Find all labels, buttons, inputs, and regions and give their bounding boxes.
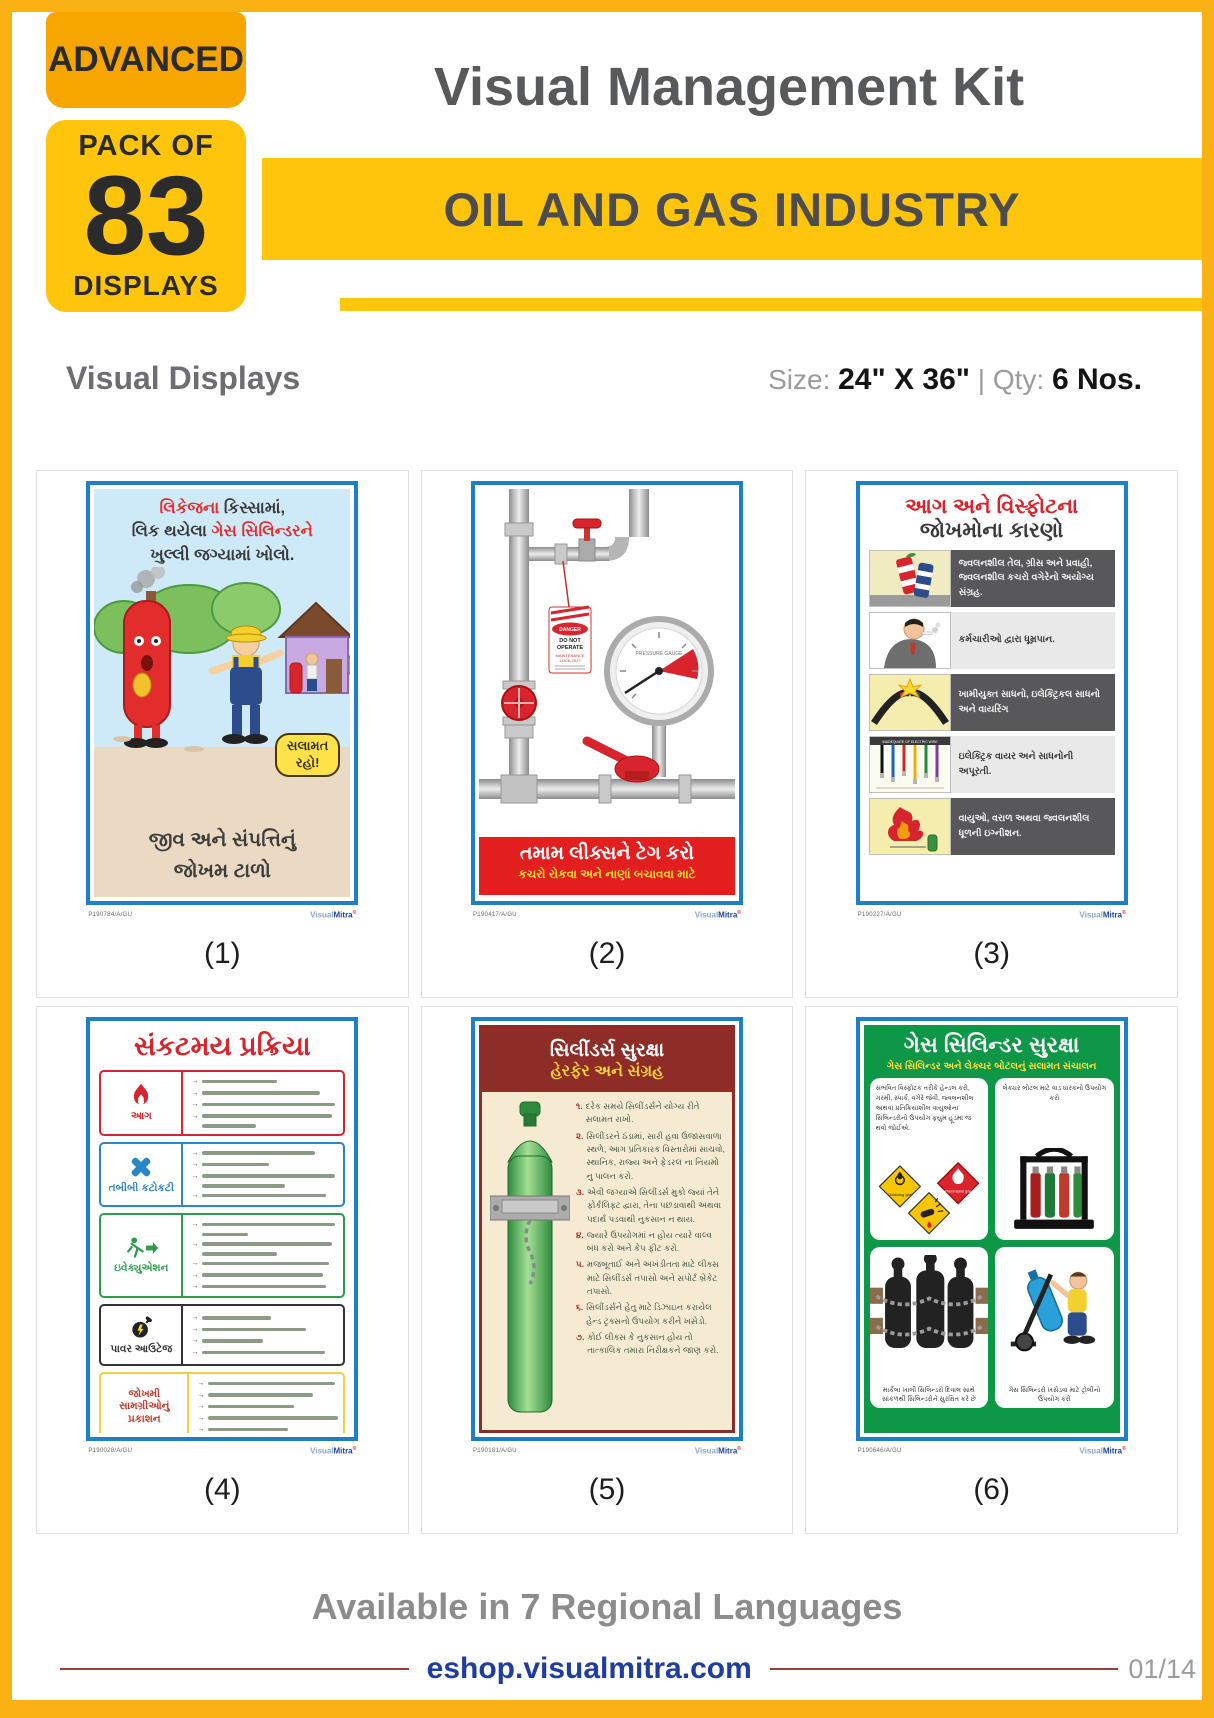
poster-4-sheet <box>86 1017 358 1459</box>
banner-line-1: તમામ લીક્સને ટેગ કરો <box>519 843 695 864</box>
drums-image <box>869 550 951 607</box>
svg-text:PRESSURE GAUGE: PRESSURE GAUGE <box>635 651 683 657</box>
pipes-illustration <box>479 489 735 833</box>
product-code: P190417/A/GU <box>472 912 517 918</box>
ghs-gas-cylinder-icon <box>908 1192 949 1233</box>
displays-header-row <box>66 360 1142 397</box>
faulty-wires-image <box>869 674 951 731</box>
chained-cylinders-panel <box>870 1247 989 1409</box>
poster-5-title: સિલીંડર્સ સુરક્ષા <box>549 1039 665 1061</box>
poster-3 <box>856 481 1128 905</box>
wheel-valve <box>502 681 536 725</box>
evacuation-section: ઇવેક્યુએશન → → → → → <box>99 1213 345 1298</box>
cause-text: કર્મચારીઓ દ્વારા ધૂમ્રપાન. <box>951 612 1115 669</box>
languages-note: Available in 7 Regional Languages <box>311 1586 903 1627</box>
footer-row <box>60 1652 1196 1686</box>
pack-count-badge <box>46 120 246 312</box>
cylinder-illustration <box>490 1100 570 1418</box>
medical-icon <box>128 1154 154 1180</box>
poster-3-caption: (3) <box>973 937 1010 970</box>
speech-bubble <box>275 733 340 777</box>
cause-row <box>869 612 1115 669</box>
advanced-badge: ADVANCED <box>46 12 246 108</box>
page-title: Visual Management Kit <box>433 57 1025 117</box>
poster-3-title-red: આગ અને વિસ્ફોટના <box>905 495 1079 518</box>
poster-1-caption: (1) <box>203 937 241 970</box>
poster-6-title: ગેસ સિલિન્ડર સુરક્ષા <box>903 1032 1080 1057</box>
svg-text:Flammable gas: Flammable gas <box>944 1188 972 1194</box>
headline-line-3: ખુલ્લી જગ્યામાં ખોલો. <box>150 545 295 564</box>
bubble-line-1: સલામત <box>286 738 329 754</box>
poster-6-sheet <box>856 1017 1128 1459</box>
poster-6 <box>856 1017 1128 1441</box>
poster-4-footer <box>86 1441 358 1459</box>
size-label: Size: <box>768 364 831 395</box>
panel-text: લેક્ચર બોટલ માટે વાડ ધારકનો ઉપયોગ કરો <box>1002 1085 1107 1102</box>
rule-item: ૭. કોઈ લીક્સ કે નુકસાન હોય તો તાત્કાલિક તમારા નિરીક્ષકને જાણ કરો. <box>575 1332 719 1356</box>
poster-grid <box>36 470 1178 1534</box>
poster-6-subtitle: ગેસ સિલિન્ડર અને લેક્ચર બોટલનું સલામત સંચાલન <box>886 1061 1097 1072</box>
banner-line-2: કચરો રોકવા અને નાણાં બચાવવા માટે <box>518 867 696 881</box>
lecture-bottle-panel <box>995 1078 1114 1240</box>
poster-5-caption: (5) <box>588 1473 626 1506</box>
cause-text: ઇલેક્ટ્રિક વાયર અને સાધનોની અપૂરતી. <box>951 736 1115 793</box>
power-outage-icon <box>128 1315 154 1341</box>
panel-text: સંભવિત વિસ્ફોટક તરીકે હેન્ડલ કરો, ગરમી, સ્પાર્ક, વગેરે જેવી, જ્વલનશીલ અથવા પ્રતિક્રિયાશીલ વાયુઓના સિલિન્ડરોનો ઉપયોગ ફ્યુમ હૂડમાં જ થવો જોઈએ. <box>875 1085 974 1132</box>
section-label: પાવર આઉટેજ <box>110 1342 173 1355</box>
safety-rules-list <box>576 1100 725 1361</box>
panel-caption: માર્કેલા ખાલી સિલિન્ડરો દિવાલ સાથે સાંકળથી સિલિન્ડરોને સુરક્ષિત કરે છે <box>882 1386 976 1403</box>
bubble-line-2: રહો! <box>295 755 320 771</box>
brand-logo: VisualMitra® <box>1079 1445 1126 1456</box>
industry-banner-substrip <box>340 298 1202 311</box>
poster-3-footer <box>856 905 1128 923</box>
headline-rest-1: કિસ્સામાં, <box>219 499 286 517</box>
section-label: તબીબી કટોકટી <box>108 1181 175 1194</box>
footer-rule-left <box>60 1668 409 1670</box>
electric-wires-image <box>869 736 951 793</box>
rule-item: ૧. દરેક સમયે સિલીંડર્સને યોગ્ય રીતે સલામત રાખો. <box>575 1101 700 1125</box>
poster-2-sheet <box>471 481 743 923</box>
poster-5-subtitle: હેરફેર અને સંગ્રહ <box>550 1062 664 1080</box>
brand-logo: VisualMitra® <box>694 1445 741 1456</box>
danger-tag <box>549 561 591 673</box>
display-cell-4 <box>36 1006 409 1534</box>
svg-text:INADEQUATE OF ELECTRIC WIRE: INADEQUATE OF ELECTRIC WIRE <box>882 740 938 744</box>
section-heading: Visual Displays <box>66 360 301 396</box>
rule-item: ૨. સિલીંડરને ઠંડામાં, સારી હવા ઉજાસવાળા સ્થળે, આગ પ્રતિકારક વિસ્તારોમાં સાચવો, સ્થાનિક, રાજ્ય અને ફેડરલ ના નિયમો નુ પાલન કરો. <box>575 1130 725 1181</box>
poster-1-slogan <box>94 825 350 887</box>
display-cell-6 <box>805 1006 1178 1534</box>
ghs-oxidizer-icon <box>879 1165 920 1206</box>
display-cell-2 <box>421 470 794 998</box>
qty-value: 6 Nos. <box>1051 363 1142 396</box>
smoking-man-image <box>869 612 951 669</box>
hazard-labels-panel <box>870 1078 989 1240</box>
divider: | <box>977 364 986 395</box>
poster-2-banner <box>479 837 735 895</box>
poster-1-sheet <box>86 481 358 923</box>
slogan-line-1: જીવ અને સંપત્તિનું <box>148 829 296 851</box>
brand-logo: VisualMitra® <box>1079 909 1126 920</box>
industry-banner: OIL AND GAS INDUSTRY <box>262 158 1202 260</box>
footer-site-link[interactable]: eshop.visualmitra.com <box>426 1652 752 1685</box>
cause-row <box>869 550 1115 607</box>
footer-rule-right <box>770 1668 1119 1670</box>
size-value: 24" X 36" <box>838 363 970 396</box>
qty-label: Qty: <box>992 364 1045 395</box>
trolley-panel <box>995 1247 1114 1409</box>
product-code: P190646/A/GU <box>857 1448 902 1454</box>
cause-rows <box>869 550 1115 855</box>
fire-section: આગ → → → → <box>99 1070 345 1136</box>
panel-caption: ગેસ સિલિન્ડરો ખસેડવા માટે ટ્રોલીનો ઉપયોગ કરો <box>1008 1386 1101 1403</box>
brand-logo: VisualMitra® <box>310 1445 357 1456</box>
section-label: આગ <box>130 1110 152 1123</box>
poster-2 <box>471 481 743 905</box>
pack-count: 83 <box>83 153 209 279</box>
cause-text: ખામીયુક્ત સાધનો, ઇલેક્ટ્રિકલ સાધનો અને વાયરિંગ <box>951 674 1115 731</box>
rule-item: ૪. જ્યારે ઉપયોગમાં ન હોય ત્યારે વાલ્વ બંધ કરો અને કેપ ફીટ કરો. <box>575 1229 712 1254</box>
lever-valve <box>587 741 659 782</box>
ignition-image <box>869 798 951 855</box>
chained-cylinders-illustration <box>870 1255 989 1357</box>
cause-text: વાયુઓ, વરાળ અથવા જ્વલનશીલ ધૂળની ઇગ્નીશન. <box>951 798 1115 855</box>
svg-text:OPERATE: OPERATE <box>556 645 584 651</box>
emergency-sections <box>99 1070 345 1433</box>
section-label: જોખમી સામગ્રીઓનું પ્રકાશન <box>119 1387 170 1425</box>
poster-4-caption: (4) <box>203 1473 241 1506</box>
ghs-diamonds <box>870 1160 988 1238</box>
headline-red-2: ગેસ સિલિન્ડરને <box>211 522 313 541</box>
cause-row <box>869 674 1115 731</box>
poster-5-footer <box>471 1441 743 1459</box>
size-qty-info <box>768 363 1142 397</box>
rule-item: ૬. સિલીંડર્સને હેતુ માટે ડિઝાઇન કરાયેલ હેન્ડ ટ્રક્સનો ઉપયોગ કરીને ખસેડો. <box>575 1302 712 1326</box>
poster-5-header <box>482 1028 732 1092</box>
poster-6-footer <box>856 1441 1128 1459</box>
panel-grid <box>870 1078 1114 1408</box>
trolley-illustration <box>996 1257 1112 1353</box>
cause-text: જ્વલનશીલ તેલ, ગ્રીસ અને પ્રવાહી, જ્વલનશીલ કચરો વગેરેનો અયોગ્ય સંગ્રહ. <box>951 550 1115 607</box>
rule-item: ૫. મજબૂતાઈ અને અખંડીતતા માટે લીક્સ માટે સિલીંડર્સ તપાસો અને સપોર્ટ બ્રેકેટ તપાસો. <box>575 1259 719 1297</box>
display-cell-3 <box>805 470 1178 998</box>
display-cell-5 <box>421 1006 794 1534</box>
ghs-flammable-icon <box>938 1162 979 1203</box>
poster-1 <box>86 481 358 905</box>
product-code: P190784/A/GU <box>88 912 133 918</box>
poster-6-caption: (6) <box>973 1473 1010 1506</box>
headline-rest-2: લિક થયેલા <box>131 522 212 541</box>
evacuation-icon <box>124 1236 158 1260</box>
product-code: P190028/A/GU <box>88 1448 133 1454</box>
fire-icon <box>128 1082 154 1108</box>
poster-1-footer <box>86 905 358 923</box>
poster-3-sheet <box>856 481 1128 923</box>
power-outage-section: પાવર આઉટેજ → → → → <box>99 1304 345 1366</box>
medical-section: તબીબી કટોકટી → → → → <box>99 1142 345 1208</box>
displays-label: DISPLAYS <box>73 269 219 301</box>
svg-text:MAINTENANCE: MAINTENANCE <box>555 653 585 658</box>
poster-2-caption: (2) <box>588 937 626 970</box>
poster-2-footer <box>471 905 743 923</box>
display-cell-1 <box>36 470 409 998</box>
lecture-bottles-illustration <box>1008 1148 1100 1234</box>
pressure-gauge <box>607 619 711 777</box>
cause-row <box>869 798 1115 855</box>
poster-4 <box>86 1017 358 1441</box>
page-number: 01/14 <box>1128 1653 1196 1684</box>
svg-text:LOCK-OUT: LOCK-OUT <box>559 658 581 663</box>
poster-4-title: સંકટમય પ્રક્રિયા <box>133 1031 311 1061</box>
brand-logo: VisualMitra® <box>694 909 741 920</box>
poster-3-title-dark: જોખમોના કારણો <box>919 519 1064 542</box>
cartoon-scene <box>94 567 350 757</box>
poster-1-headline <box>94 497 350 567</box>
house <box>280 603 350 693</box>
headline-red-1: લિકેજના <box>159 499 220 517</box>
product-code: P190181/A/GU <box>472 1448 517 1454</box>
pack-of-label: PACK OF <box>78 130 214 163</box>
svg-text:Oxidizing gas: Oxidizing gas <box>888 1191 912 1197</box>
hazmat-release-section: જોખમી સામગ્રીઓનું પ્રકાશન → → → → → <box>99 1372 345 1433</box>
section-label: ઇવેક્યુએશન <box>114 1262 169 1275</box>
svg-text:DO NOT: DO NOT <box>559 638 581 644</box>
slogan-line-2: જોખમ ટાળો <box>173 860 271 882</box>
product-code: P190227/A/GU <box>857 912 902 918</box>
poster-5-sheet <box>471 1017 743 1459</box>
rule-item: ૩. એવી જગ્યાએ સિલીંડર્સ મુકો જ્યાં તેને ફોર્કલિફ્ટ દ્વારા, તેના પછડાવાથી અથવા પદાર્થ પડવાથી નુકસાન ન થાય. <box>575 1186 722 1224</box>
svg-text:DANGER: DANGER <box>559 627 581 633</box>
brand-logo: VisualMitra® <box>310 909 357 920</box>
cause-row <box>869 736 1115 793</box>
poster-5 <box>471 1017 743 1441</box>
